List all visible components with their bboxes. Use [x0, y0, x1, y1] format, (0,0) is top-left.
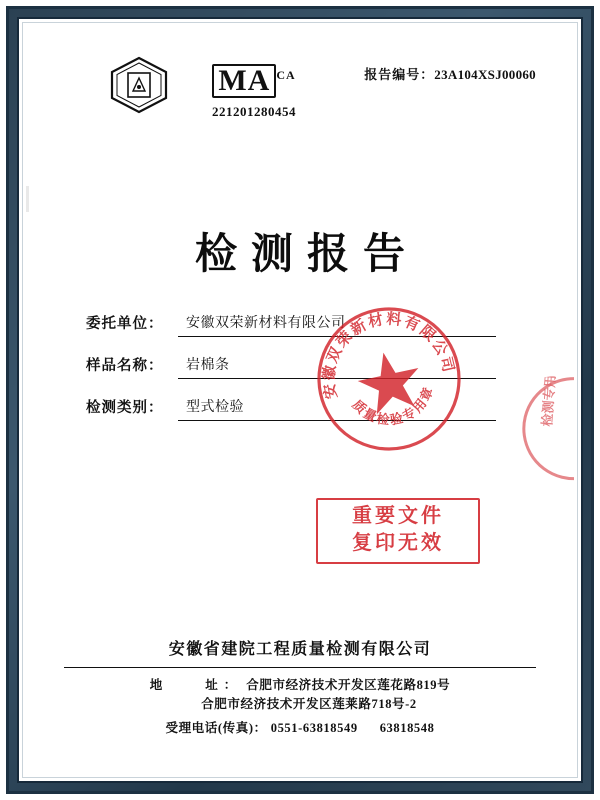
ma-logo-superscript: CA [276, 68, 296, 82]
footer-block [26, 636, 574, 738]
footer-telephone-2: 63818548 [379, 721, 435, 735]
svg-text:安徽双荣新材料有限公司: 安徽双荣新材料有限公司 [321, 311, 457, 400]
cma-accreditation-icon [108, 56, 170, 114]
footer-address-value-2: 合肥市经济技术开发区莲莱路718号-2 [201, 697, 417, 711]
svg-text:检测专用章: 检测专用章 [539, 370, 559, 427]
header-row [26, 48, 574, 138]
document-body [26, 26, 574, 774]
stamp-line-1: 重要文件 [352, 505, 444, 527]
stamp-line-2: 复印无效 [352, 532, 444, 554]
field-value-sample-name: 岩棉条 [186, 358, 230, 373]
footer-divider [64, 667, 535, 668]
report-number [364, 64, 536, 83]
ma-mark-block [194, 58, 314, 120]
side-partial-seal [505, 370, 574, 491]
field-label-sample-name: 样品名称： [86, 358, 164, 374]
report-number-value: 23A104XSJ00060 [434, 67, 536, 82]
company-round-seal [300, 290, 478, 468]
footer-address-label: 地 址： [149, 678, 243, 692]
field-value-test-category: 型式检验 [186, 400, 244, 415]
svg-text:质量检验专用章: 质量检验专用章 [349, 383, 437, 428]
field-label-client: 委托单位： [86, 316, 164, 332]
footer-address-line-2 [26, 695, 574, 714]
paper-edge-mark [26, 186, 29, 212]
footer-telephone-line [26, 719, 574, 738]
important-document-stamp [316, 498, 480, 564]
footer-telephone-label: 受理电话(传真)： [165, 721, 267, 735]
ma-logo [206, 58, 301, 100]
ma-logo-text: MA [212, 64, 276, 98]
footer-address-line-1 [26, 676, 574, 695]
report-number-label: 报告编号： [364, 67, 435, 82]
footer-address-value-1: 合肥市经济技术开发区莲花路819号 [246, 678, 451, 692]
field-label-test-category: 检测类别： [86, 400, 164, 416]
footer-telephone-1: 0551-63818549 [270, 721, 358, 735]
ma-code: 221201280454 [212, 104, 296, 119]
field-value-client: 安徽双荣新材料有限公司 [186, 316, 346, 331]
footer-company-name: 安徽省建院工程质量检测有限公司 [168, 641, 432, 658]
page-title: 检测报告 [194, 232, 419, 278]
